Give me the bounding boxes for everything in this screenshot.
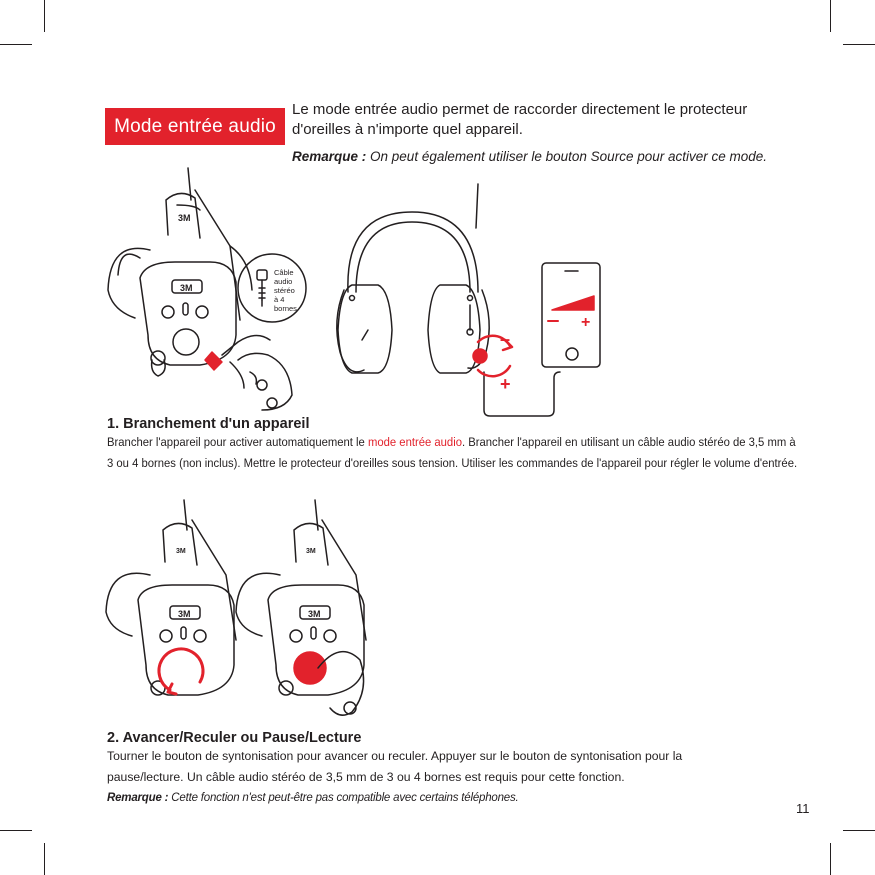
plus-label: +: [581, 314, 591, 331]
logo-3m: 3M: [176, 548, 186, 555]
plus-label: +: [500, 374, 511, 394]
section-1-line-2: 3 ou 4 bornes (non inclus). Mettre le protecteur d'oreilles sous tension. Utiliser les commandes de l'appareil pour régler le volume d'entrée.: [107, 456, 798, 470]
logo-3m: 3M: [308, 609, 321, 619]
text-run: . Brancher l'appareil en utilisant un câble audio stéréo de 3,5 mm à: [461, 435, 796, 449]
logo-3m: 3M: [306, 548, 316, 555]
minus-label: –: [500, 329, 511, 349]
logo-3m: 3M: [180, 283, 193, 293]
section-2-remark: [107, 792, 519, 804]
cable-label-line: Câble: [274, 268, 294, 277]
section-badge: Mode entrée audio: [105, 108, 285, 145]
section-2-text: [107, 746, 797, 788]
remark-text: On peut également utiliser le bouton Source pour activer ce mode.: [366, 149, 768, 164]
headset-press-knob: [236, 500, 366, 715]
intro-line-2: d'oreilles à n'importe quel appareil.: [292, 121, 523, 138]
cable-label-line: audio: [274, 277, 293, 286]
cable-label-line: bornes: [274, 304, 297, 313]
cable-label-line: stéréo: [274, 286, 295, 295]
page-number: 11: [796, 801, 810, 816]
logo-3m: 3M: [178, 609, 191, 619]
section-2-line-1: Tourner le bouton de syntonisation pour avancer ou reculer. Appuyer sur le bouton de syntonisation pour la: [107, 749, 683, 763]
headset-rotate-knob: [106, 500, 236, 695]
logo-3m: 3M: [178, 213, 191, 223]
text-run: Brancher l'appareil pour activer automatiquement le: [107, 435, 368, 449]
mode-highlight: mode entrée audio: [367, 435, 462, 449]
remark-text: Cette fonction n'est peut-être pas compatible avec certains téléphones.: [168, 792, 519, 804]
remark-label: Remarque :: [107, 792, 169, 804]
section-2-heading: 2. Avancer/Reculer ou Pause/Lecture: [107, 730, 362, 746]
intro-line-1: Le mode entrée audio permet de raccorder directement le protecteur: [292, 101, 748, 118]
remark-label: Remarque :: [292, 149, 367, 164]
section-2-line-2: pause/lecture. Un câble audio stéréo de 3,5 mm de 3 ou 4 bornes est requis pour cette fonction.: [107, 770, 625, 784]
cable-label-line: à 4: [274, 295, 285, 304]
section-1-heading: 1. Branchement d'un appareil: [107, 416, 310, 432]
